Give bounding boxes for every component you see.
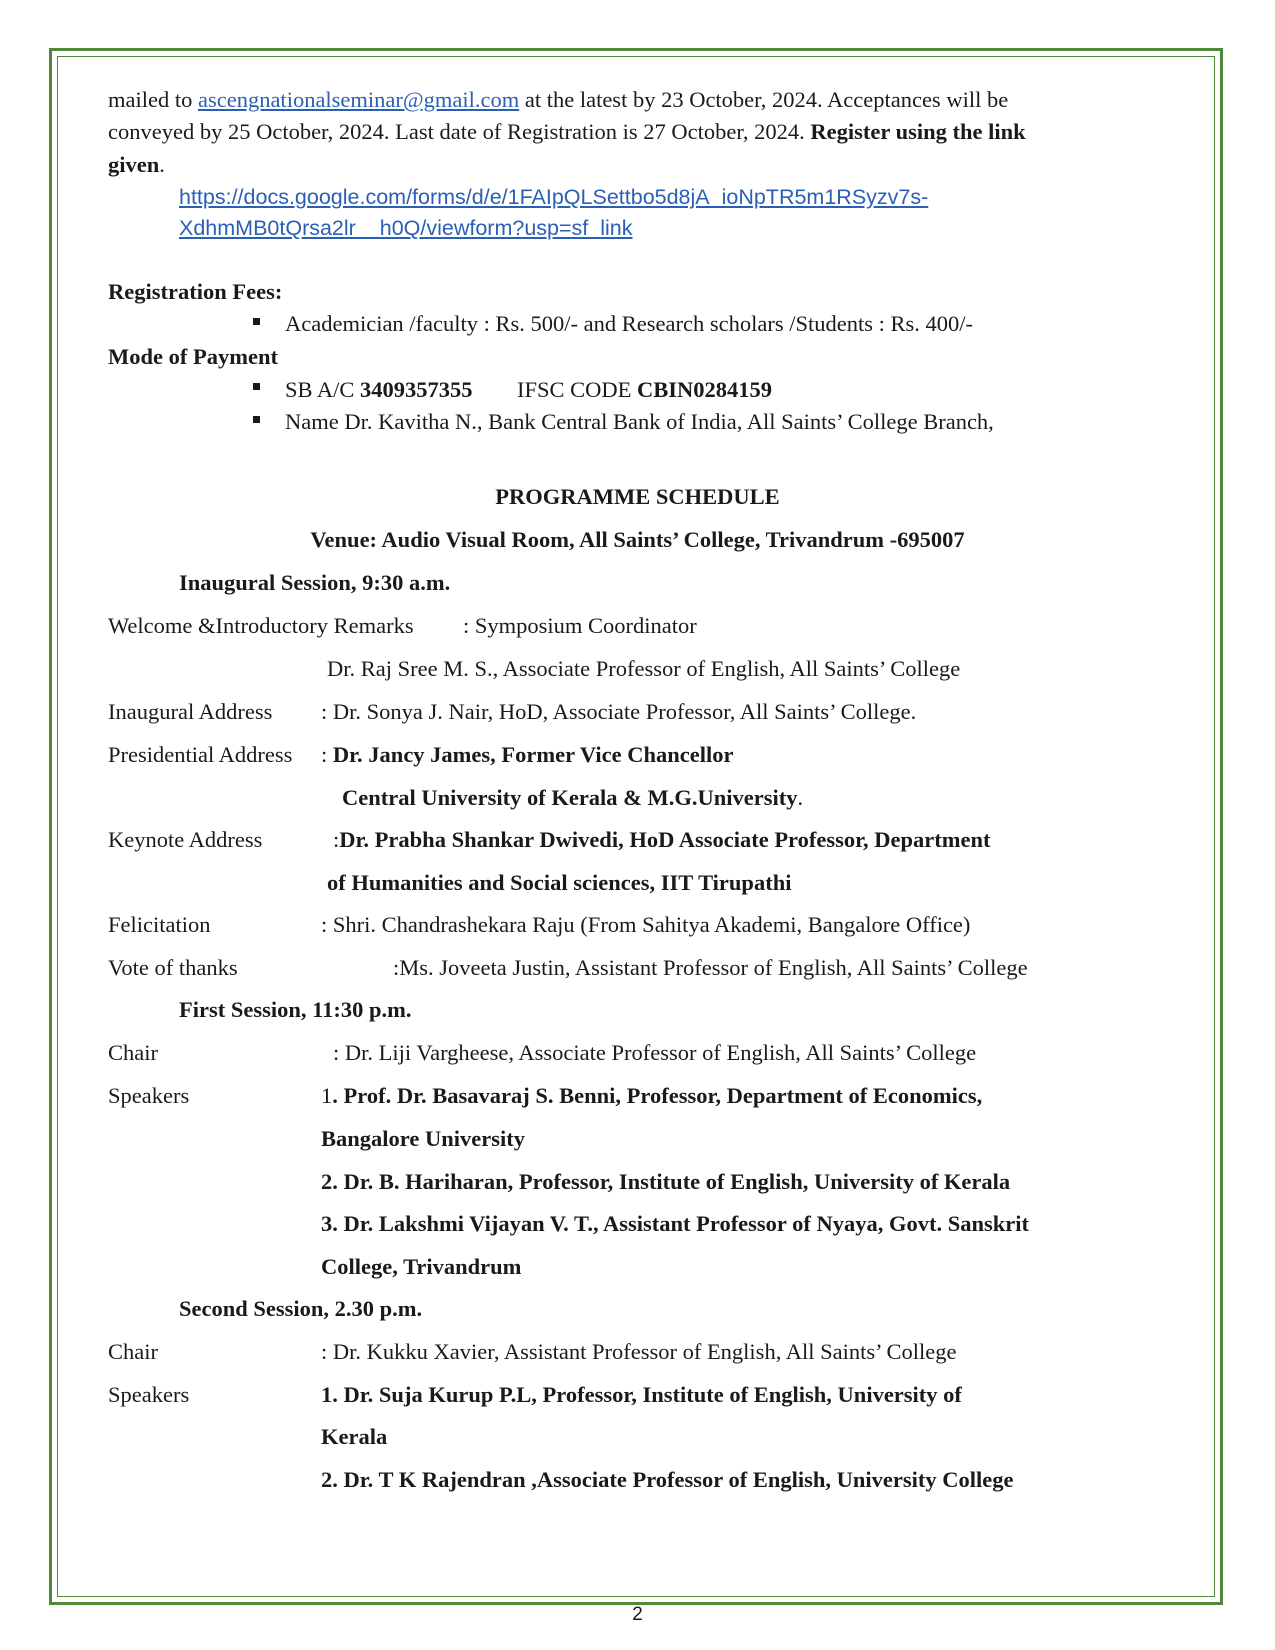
inaugural-address-label: Inaugural Address [108,699,273,724]
colon: : [333,827,340,852]
felicitation-value: : Shri. Chandrashekara Raju (From Sahitya Akademi, Bangalore Office) [321,912,971,937]
felicitation-label: Felicitation [108,912,211,937]
speaker-number: 1 [321,1083,333,1108]
intro-line-1 [108,89,1008,112]
bullet-icon [253,416,260,423]
second-speaker-1: 1. Dr. Suja Kurup P.L, Professor, Institute of English, University of [321,1382,962,1407]
register-instruction: given [108,152,160,177]
presidential-address-value [321,744,733,767]
second-chair-value: : Dr. Kukku Xavier, Assistant Professor of English, All Saints’ College [321,1339,957,1364]
bullet-icon [253,318,260,325]
intro-line-2 [108,121,1026,144]
intro-line-3 [108,154,165,177]
welcome-value: : Symposium Coordinator [463,613,697,638]
payment-heading: Mode of Payment [108,344,278,369]
intro-text: mailed to [108,87,198,112]
second-speaker-1-affiliation: Kerala [321,1424,388,1449]
schedule-title: PROGRAMME SCHEDULE [495,484,780,509]
keynote-affiliation: of Humanities and Social sciences, IIT Tirupathi [327,870,792,895]
account-line [285,379,473,402]
seminar-email-link[interactable]: ascengnationalseminar@gmail.com [197,87,520,112]
keynote-address-label: Keynote Address [108,827,263,852]
first-speaker-3-affiliation: College, Trivandrum [321,1254,522,1279]
account-label: SB A/C [285,377,361,402]
vote-of-thanks-label: Vote of thanks [108,955,238,980]
presidential-speaker: Dr. Jancy James, Former Vice Chancellor [332,742,734,767]
first-speaker-2: 2. Dr. B. Hariharan, Professor, Institute of English, University of Kerala [321,1169,1011,1194]
registration-form-link-cont[interactable]: XdhmMB0tQrsa2lr__h0Q/viewform?usp=sf_link [179,216,633,240]
keynote-address-value [333,829,991,852]
fees-item: Academician /faculty : Rs. 500/- and Research scholars /Students : Rs. 400/- [285,311,973,336]
registration-form-link[interactable]: https://docs.google.com/forms/d/e/1FAIpQLSettbo5d8jA_ioNpTR5m1RSyzv7s- [179,185,929,209]
vote-of-thanks-value: :Ms. Joveeta Justin, Assistant Professor of English, All Saints’ College [393,955,1028,980]
schedule-venue: Venue: Audio Visual Room, All Saints’ College, Trivandrum -695007 [310,527,965,552]
second-chair-label: Chair [108,1339,158,1364]
first-speakers-label: Speakers [108,1083,190,1108]
bullet-icon [253,383,260,390]
account-number: 3409357355 [360,377,473,402]
welcome-speaker: Dr. Raj Sree M. S., Associate Professor of English, All Saints’ College [327,656,961,681]
first-chair-label: Chair [108,1040,158,1065]
ifsc-code: CBIN0284159 [637,377,773,402]
punctuation: . [159,152,165,177]
presidential-address-affiliation [342,787,803,810]
page-number: 2 [632,1604,643,1625]
second-speakers-label: Speakers [108,1382,190,1407]
first-speaker-3: 3. Dr. Lakshmi Vijayan V. T., Assistant Professor of Nyaya, Govt. Sanskrit [321,1211,1030,1236]
ifsc-line [517,379,772,402]
account-holder-line: Name Dr. Kavitha N., Bank Central Bank of India, All Saints’ College Branch, [285,409,994,434]
first-session-heading: First Session, 11:30 p.m. [179,997,412,1022]
presidential-affiliation: Central University of Kerala & M.G.University [342,785,798,810]
intro-text: conveyed by 25 October, 2024. Last date of Registration is 27 October, 2024. [108,119,811,144]
keynote-speaker: Dr. Prabha Shankar Dwivedi, HoD Associate Professor, Department [339,827,991,852]
first-speaker-1 [321,1085,982,1108]
inaugural-session-heading: Inaugural Session, 9:30 a.m. [179,570,451,595]
register-instruction: Register using the link [810,119,1026,144]
speaker-name: . Prof. Dr. Basavaraj S. Benni, Professor, Department of Economics, [332,1083,983,1108]
registration-fees-heading: Registration Fees: [108,279,283,304]
first-speaker-1-affiliation: Bangalore University [321,1126,525,1151]
second-speaker-2: 2. Dr. T K Rajendran ,Associate Professor of English, University College [321,1467,1014,1492]
welcome-label: Welcome &Introductory Remarks [108,613,414,638]
punctuation: . [797,785,804,810]
intro-text: at the latest by 23 October, 2024. Acceptances will be [519,87,1009,112]
ifsc-label: IFSC CODE [517,377,638,402]
first-chair-value: : Dr. Liji Vargheese, Associate Professor of English, All Saints’ College [333,1040,977,1065]
colon: : [321,742,333,767]
second-session-heading: Second Session, 2.30 p.m. [179,1296,423,1321]
inaugural-address-value: : Dr. Sonya J. Nair, HoD, Associate Professor, All Saints’ College. [321,699,917,724]
presidential-address-label: Presidential Address [108,742,293,767]
